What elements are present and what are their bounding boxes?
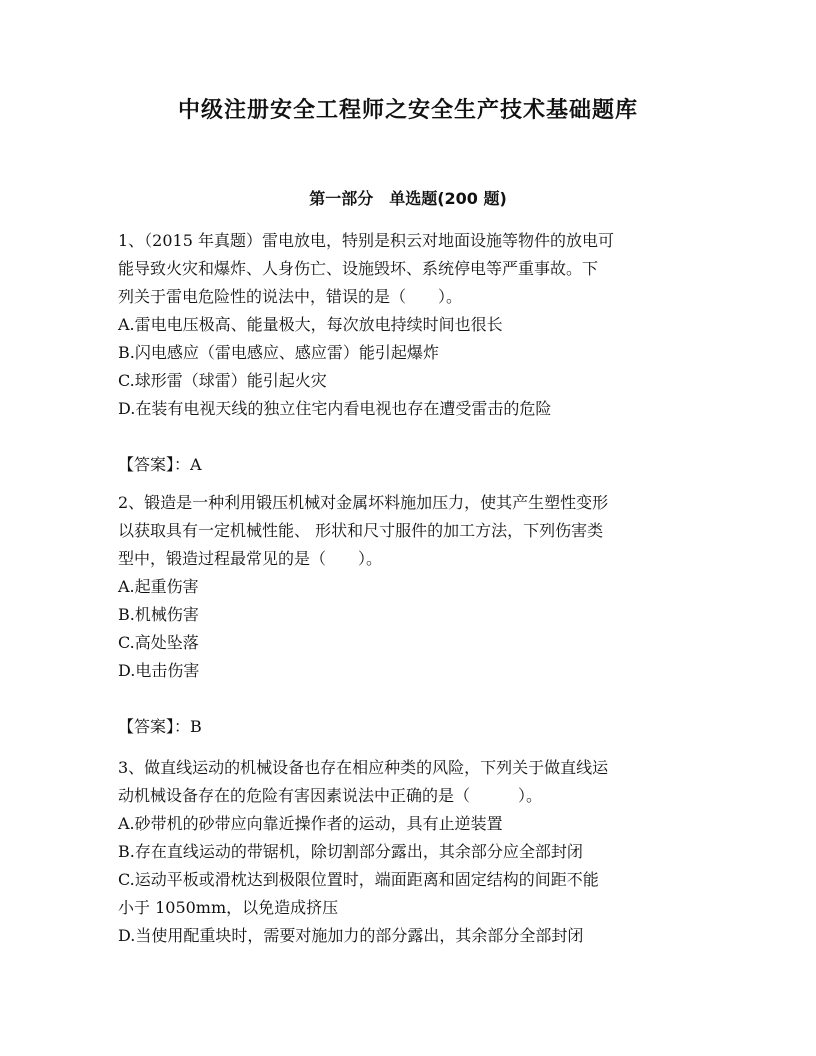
question-3-stem-line-2: 动机械设备存在的危险有害因素说法中正确的是（ ）。 — [118, 786, 543, 805]
question-1-answer: 【答案】：A — [118, 455, 202, 474]
question-2-stem-line-1: 2、锻造是一种利用锻压机械对金属坏料施加压力，使其产生塑性变形 — [118, 493, 609, 512]
question-2-answer: 【答案】：B — [118, 717, 202, 736]
question-3-option-c: C.运动平板或滑枕达到极限位置时，端面距离和固定结构的间距不能 — [118, 870, 599, 889]
question-1-option-c: C.球形雷（球雷）能引起火灾 — [118, 371, 327, 390]
question-1-option-d: D.在装有电视天线的独立住宅内看电视也存在遭受雷击的危险 — [118, 399, 552, 418]
question-3-stem-line-1: 3、做直线运动的机械设备也存在相应种类的风险，下列关于做直线运 — [118, 758, 609, 777]
question-3-option-c-continued: 小于 1050mm，以免造成挤压 — [118, 898, 339, 917]
question-1-stem-line-3: 列关于雷电危险性的说法中，错误的是（ ）。 — [118, 287, 463, 306]
question-1-option-a: A.雷电电压极高、能量极大，每次放电持续时间也很长 — [118, 315, 503, 334]
question-1-stem-line-2: 能导致火灾和爆炸、人身伤亡、设施毁坏、系统停电等严重事故。下 — [118, 259, 599, 278]
section-title: 第一部分 单选题(200 题) — [309, 189, 507, 208]
question-2-option-d: D.电击伤害 — [118, 661, 200, 680]
question-2-stem-line-3: 型中，锻造过程最常见的是（ ）。 — [118, 549, 383, 568]
question-1-option-b: B.闪电感应（雷电感应、感应雷）能引起爆炸 — [118, 343, 439, 362]
question-2-option-a: A.起重伤害 — [118, 577, 199, 596]
question-3-option-d: D.当使用配重块时，需要对施加力的部分露出，其余部分全部封闭 — [118, 926, 584, 945]
question-2-stem-line-2: 以获取具有一定机械性能、 形状和尺寸服件的加工方法，下列伤害类 — [118, 521, 604, 540]
question-3-option-b: B.存在直线运动的带锯机，除切割部分露出，其余部分应全部封闭 — [118, 842, 583, 861]
document-title: 中级注册安全工程师之安全生产技术基础题库 — [177, 98, 638, 123]
question-3-option-a: A.砂带机的砂带应向靠近操作者的运动，具有止逆装置 — [118, 814, 503, 833]
question-2-option-c: C.高处坠落 — [118, 633, 199, 652]
question-2-option-b: B.机械伤害 — [118, 605, 199, 624]
question-1-stem-line-1: 1、（2015 年真题）雷电放电，特别是积云对地面设施等物件的放电可 — [118, 231, 614, 250]
